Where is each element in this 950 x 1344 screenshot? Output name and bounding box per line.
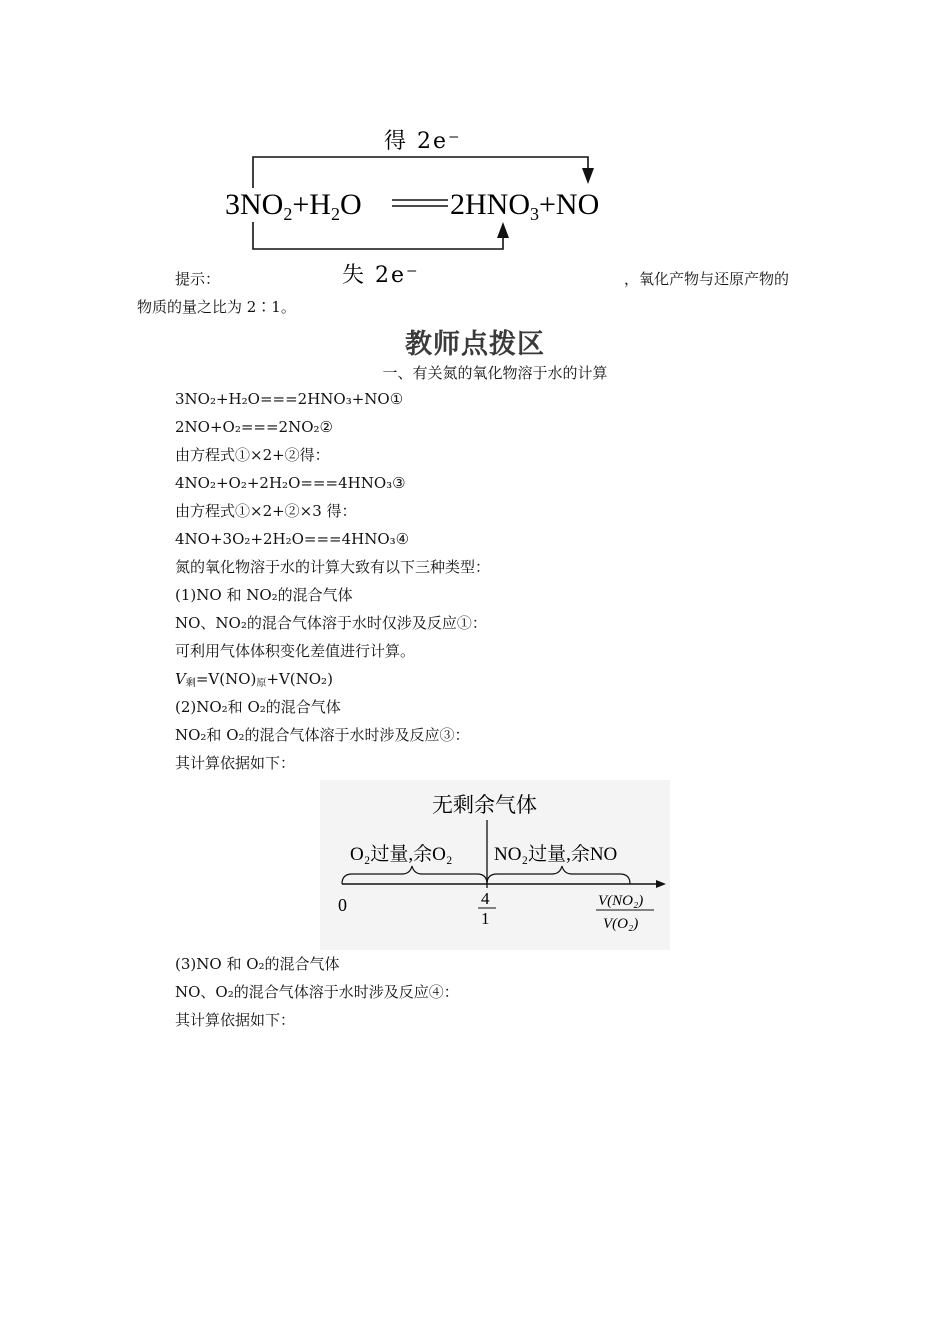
type-1-heading: (1)NO 和 NO₂的混合气体 — [175, 586, 353, 604]
electron-transfer-diagram — [0, 0, 950, 300]
ratio-denominator: 1 — [481, 909, 490, 928]
equation-line-1: 3NO₂+H₂O===2HNO₃+NO① — [175, 390, 404, 408]
gain-arrow-line — [253, 157, 588, 188]
axis-numerator: V(NO₂) — [598, 893, 644, 909]
teacher-guidance-banner: 教师点拨区 — [405, 329, 545, 360]
hint-suffix: ，氧化产物与还原产物的 — [624, 270, 790, 288]
type-2-reaction: NO₂和 O₂的混合气体溶于水时涉及反应③： — [175, 726, 470, 744]
type-2-basis: 其计算依据如下： — [175, 754, 296, 772]
axis-zero: 0 — [338, 895, 347, 915]
hint-continuation: 物质的量之比为 2∶1。 — [137, 298, 296, 316]
derivation-line-2: 由方程式①×2+②×3 得： — [175, 502, 357, 520]
section-title: 一、有关氮的氧化物溶于水的计算 — [382, 364, 608, 382]
equation-line-3: 4NO₂+O₂+2H₂O===4HNO₃③ — [175, 474, 406, 492]
gain-electron-label: 得 2e⁻ — [384, 129, 462, 154]
type-1-reaction: NO、NO₂的混合气体溶于水时仅涉及反应①： — [175, 614, 487, 632]
type-3-reaction: NO、O₂的混合气体溶于水时涉及反应④： — [175, 983, 459, 1001]
redox-equation: $3NO_2+H_2O$ — [225, 188, 362, 224]
figure-left-label: O₂过量,余O₂ — [350, 844, 453, 865]
ratio-numerator: 4 — [481, 889, 490, 908]
no2-o2-ratio-figure — [320, 780, 670, 950]
type-3-basis: 其计算依据如下： — [175, 1011, 296, 1029]
axis-denominator: V(O₂) — [603, 916, 639, 932]
type-3-heading: (3)NO 和 O₂的混合气体 — [175, 955, 340, 973]
gain-arrow-head-icon — [582, 168, 594, 184]
equation-line-2: 2NO+O₂===2NO₂② — [175, 418, 333, 436]
type-1-method: 可利用气体体积变化差值进行计算。 — [175, 642, 416, 660]
loss-arrow-line — [253, 222, 503, 249]
derivation-line-1: 由方程式①×2+②得： — [175, 446, 330, 464]
figure-right-label: NO₂过量,余NO — [494, 844, 618, 865]
figure-top-label: 无剩余气体 — [432, 793, 537, 817]
redox-equation-products: $2HNO_3+NO$ — [450, 188, 600, 224]
loss-arrow-head-icon — [497, 222, 509, 238]
loss-electron-label: 失 2e⁻ — [342, 263, 420, 288]
type-1-formula: $V_剩=V(NO)_原+V(NO_2)$ — [175, 670, 333, 689]
types-intro: 氮的氧化物溶于水的计算大致有以下三种类型： — [175, 558, 491, 576]
hint-prefix: 提示： — [175, 270, 221, 288]
equation-line-4: 4NO+3O₂+2H₂O===4HNO₃④ — [175, 530, 410, 548]
type-2-heading: (2)NO₂和 O₂的混合气体 — [175, 698, 341, 716]
